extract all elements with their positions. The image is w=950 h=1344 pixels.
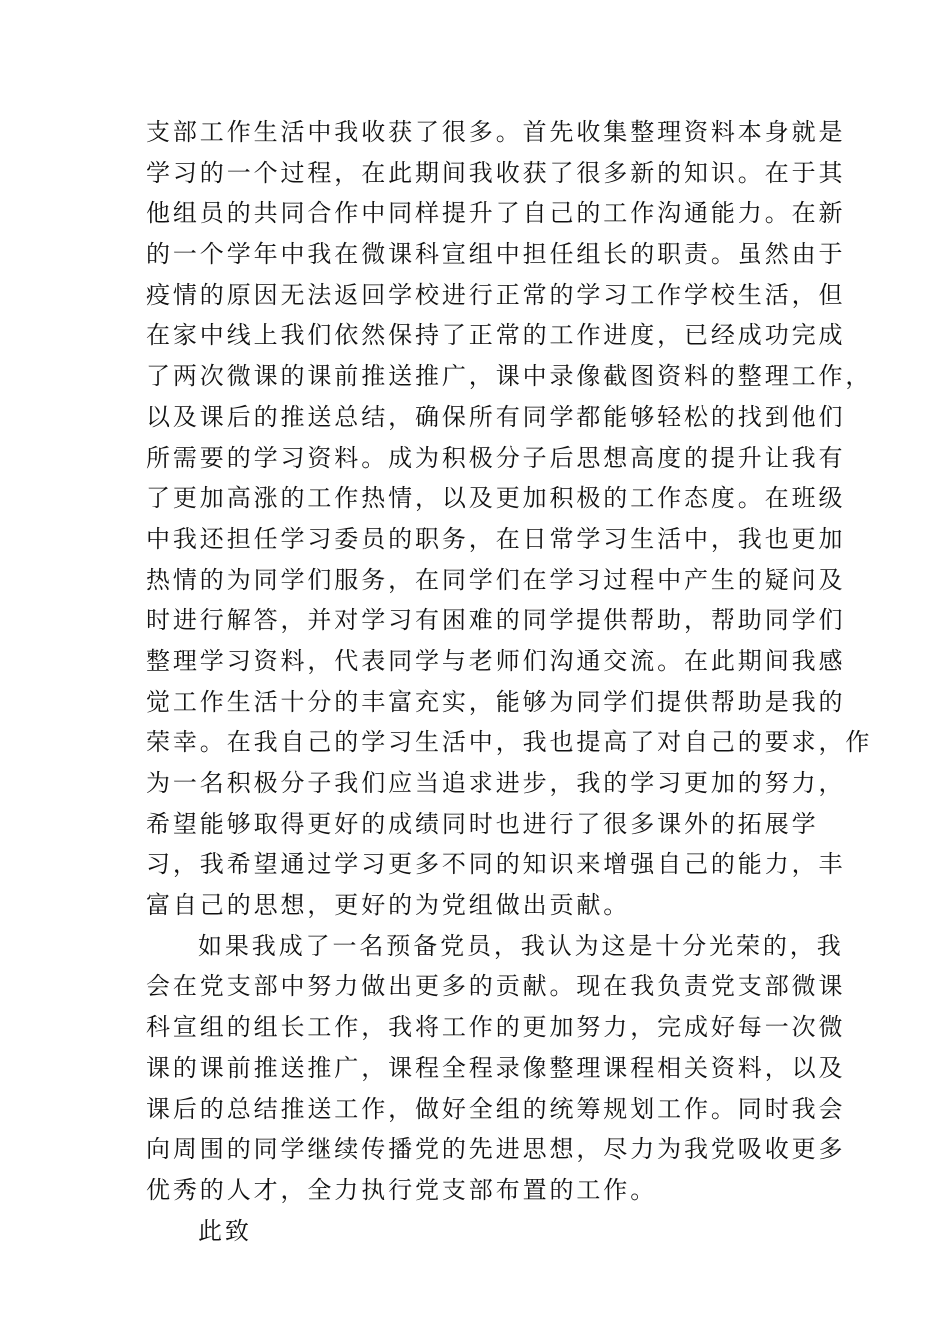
- text-line: 中我还担任学习委员的职务，在日常学习生活中，我也更加: [146, 524, 846, 553]
- text-line: 整理学习资料，代表同学与老师们沟通交流。在此期间我感: [146, 646, 846, 675]
- text-line: 课的课前推送推广，课程全程录像整理课程相关资料，以及: [146, 1053, 846, 1082]
- text-line: 会在党支部中努力做出更多的贡献。现在我负责党支部微课: [146, 972, 846, 1001]
- text-line: 向周围的同学继续传播党的先进思想，尽力为我党吸收更多: [146, 1135, 846, 1164]
- text-line: 荣幸。在我自己的学习生活中，我也提高了对自己的要求，作: [146, 728, 873, 757]
- text-line: 在家中线上我们依然保持了正常的工作进度，已经成功完成: [146, 321, 846, 350]
- text-line: 疫情的原因无法返回学校进行正常的学习工作学校生活，但: [146, 280, 846, 309]
- text-line: 课后的总结推送工作，做好全组的统筹规划工作。同时我会: [146, 1094, 846, 1123]
- text-line: 支部工作生活中我收获了很多。首先收集整理资料本身就是: [146, 118, 846, 146]
- text-line: 所需要的学习资料。成为积极分子后思想高度的提升让我有: [146, 443, 846, 472]
- text-line: 学习的一个过程，在此期间我收获了很多新的知识。在于其: [146, 158, 846, 187]
- paragraph-start-line: 此致: [198, 1216, 252, 1245]
- text-line: 时进行解答，并对学习有困难的同学提供帮助，帮助同学们: [146, 606, 846, 635]
- text-line: 富自己的思想，更好的为党组做出贡献。: [146, 891, 631, 920]
- text-line: 希望能够取得更好的成绩同时也进行了很多课外的拓展学: [146, 809, 819, 838]
- document-body: [146, 112, 873, 1251]
- text-line: 热情的为同学们服务，在同学们在学习过程中产生的疑问及: [146, 565, 846, 594]
- text-line: 以及课后的推送总结，确保所有同学都能够轻松的找到他们: [146, 402, 846, 431]
- text-line: 优秀的人才，全力执行党支部布置的工作。: [146, 1175, 658, 1204]
- text-line: 习，我希望通过学习更多不同的知识来增强自己的能力，丰: [146, 850, 846, 879]
- text-line: 的一个学年中我在微课科宣组中担任组长的职责。虽然由于: [146, 240, 846, 269]
- text-line: 了两次微课的课前推送推广，课中录像截图资料的整理工作，: [146, 362, 873, 391]
- text-line: 了更加高涨的工作热情，以及更加积极的工作态度。在班级: [146, 484, 846, 513]
- text-line: 为一名积极分子我们应当追求进步，我的学习更加的努力，: [146, 769, 846, 797]
- text-line: 觉工作生活十分的丰富充实，能够为同学们提供帮助是我的: [146, 687, 846, 716]
- text-line: 科宣组的组长工作，我将工作的更加努力，完成好每一次微: [146, 1013, 846, 1042]
- text-line: 他组员的共同合作中同样提升了自己的工作沟通能力。在新: [146, 199, 846, 228]
- paragraph-start-line: 如果我成了一名预备党员，我认为这是十分光荣的，我: [198, 931, 844, 960]
